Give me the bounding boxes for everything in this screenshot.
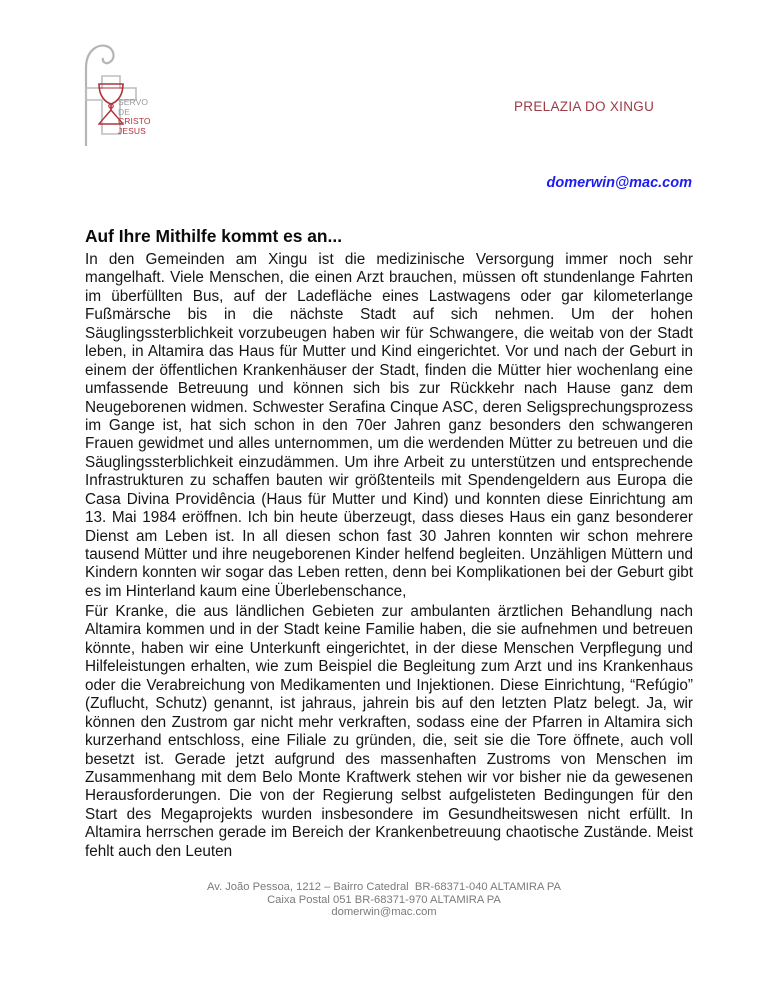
header-email-link[interactable]: domerwin@mac.com: [546, 175, 692, 191]
logo-motto: [118, 98, 151, 136]
page-title: Auf Ihre Mithilfe kommt es an...: [85, 226, 343, 246]
page-footer: [0, 881, 768, 919]
organization-name: PRELAZIA DO XINGU: [514, 99, 655, 114]
footer-email: domerwin@mac.com: [331, 906, 437, 919]
body-paragraph-1: In den Gemeinden am Xingu ist die medizinische Versorgung immer noch sehr mangelhaft. Viele Menschen, die einen Arzt brauchen, müssen oft stundenlange Fahrten im überfüllten Bus, auf der Ladefläche eines Lastwagens oder gar kilometerlange Fußmärsche bis in die nächste Stadt auf sich nehmen. Um der hohen Säuglingssterblichkeit vorzubeugen haben wir für Schwangere, die weitab von der Stadt leben, in Altamira das Haus für Mutter und Kind eingerichtet. Vor und nach der Geburt in einem der öffentlichen Krankenhäuser der Stadt, finden die Mütter hier wochenlang eine umfassende Betreuung und können sich bis zur Rückkehr nach Hause ganz dem Neugeborenen widmen. Schwester Serafina Cinque ASC, deren Seligsprechungsprozess im Gange ist, hat sich schon in den 70er Jahren ganz besonders den schwangeren Frauen gewidmet und alles unternommen, um die werdenden Mütter zu betreuen und die Säuglingssterblichkeit einzudämmen. Um ihre Arbeit zu unterstützen und entsprechende Infrastrukturen zu schaffen bauten wir größtenteils mit Spendengeldern aus Europa die Casa Divina Providência (Haus für Mutter und Kind) und konnten diese Einrichtung am 13. Mai 1984 eröffnen. Ich bin heute überzeugt, dass dieses Haus ein ganz besonderer Dienst am Leben ist. In all diesen schon fast 30 Jahren konnten wir schon mehrere tausend Mütter und ihre neugeborenen Kinder helfend begleiten. Unzähligen Müttern und Kindern konnten wir sogar das Leben retten, denn bei Komplikationen bei der Geburt gibt es im Hinterland kaum eine Überlebenschance,: [85, 251, 693, 600]
logo-line: CRISTO: [118, 116, 151, 126]
logo-line: SERVO: [118, 97, 149, 107]
logo-line: DE: [118, 106, 131, 117]
logo-line: JESUS: [118, 125, 146, 136]
footer-postal: Caixa Postal 051 BR-68371-970 ALTAMIRA PA: [267, 893, 501, 906]
prelazia-logo: [72, 38, 152, 148]
footer-address: Av. João Pessoa, 1212 – Bairro Catedral BR-68371-040 ALTAMIRA PA: [206, 881, 562, 893]
body-paragraph-2: Für Kranke, die aus ländlichen Gebieten zur ambulanten ärztlichen Behandlung nach Altamira kommen und in der Stadt keine Familie haben, die sie aufnehmen und betreuen könnte, haben wir eine Unterkunft eingerichtet, in der diese Menschen Verpflegung und Hilfeleistungen erhalten, wie zum Beispiel die Begleitung zum Arzt und ins Krankenhaus oder die Verabreichung von Medikamenten und Injektionen. Diese Einrichtung, “Refúgio” (Zuflucht, Schutz) genannt, ist jahraus, jahrein bis auf den letzten Platz belegt. Ja, wir können den Zustrom gar nicht mehr verkraften, sodass eine der Pfarren in Altamira sich kurzerhand entschloss, eine Filiale zu gründen, die, seit sie die Tore öffnete, auch voll besetzt ist. Gerade jetzt aufgrund des massenhaften Zustroms von Menschen im Zusammenhang mit dem Belo Monte Kraftwerk stehen wir vor bisher nie da gewesenen Herausforderungen. Die von der Regierung selbst aufgelisteten Bedingungen für den Start des Megaprojekts wurden insbesondere im Gesundheitswesen nicht erfüllt. In Altamira herrschen gerade im Bereich der Krankenbetreuung chaotische Zustände. Meist fehlt auch den Leuten: [85, 603, 693, 860]
